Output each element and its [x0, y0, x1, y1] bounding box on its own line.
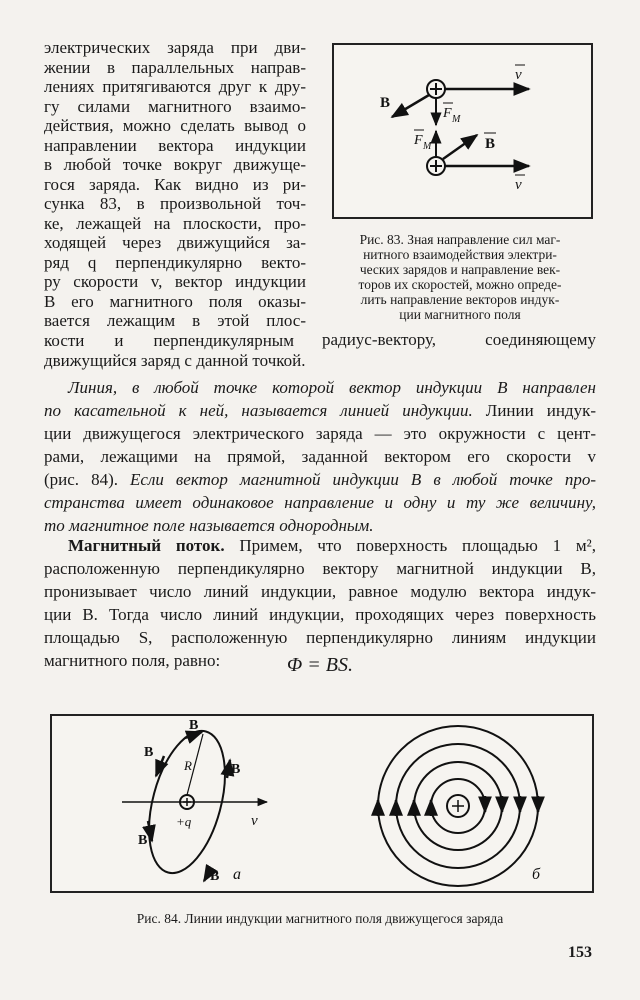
- text-line: магнитного поля, равно:: [44, 651, 221, 670]
- label-B3: B: [231, 762, 241, 777]
- text-line-continuation: радиус-вектору, соединяющему: [322, 330, 596, 349]
- caption-line: лить направление векторов индук-: [360, 292, 560, 307]
- text-line: движущийся заряд с данной точкой.: [44, 351, 306, 370]
- text-line: [44, 401, 596, 421]
- induction-arrow-left: [392, 95, 429, 117]
- text-span: Линии индук-: [472, 401, 596, 420]
- text-line: электрических заряда при дви-: [44, 38, 306, 57]
- text-line: [44, 447, 596, 467]
- text-line: [68, 378, 596, 398]
- text-line: кости и перпендикулярным: [44, 330, 294, 350]
- text-line: [68, 536, 596, 556]
- text-line: действия, можно сделать вывод о: [44, 116, 306, 135]
- label-F-top-sub: M: [452, 114, 461, 125]
- page-number: 153: [568, 944, 592, 961]
- text-span: (рис. 84).: [44, 470, 131, 489]
- italic-span: то магнитное поле называется однородным.: [44, 516, 374, 535]
- text-line: гу силами магнитного взаимо-: [44, 96, 306, 116]
- induction-arrow-right: [443, 135, 477, 159]
- text-line: вается лежащим в этой плос-: [44, 311, 306, 330]
- label-B5: B: [210, 869, 220, 884]
- text-line: пронизывает число линий индукции, равное модулю вектора индук-: [44, 582, 596, 601]
- text-line: [44, 424, 596, 444]
- text-line: ке, лежащей на плоскости, про-: [44, 213, 306, 233]
- label-v-bottom: v: [515, 177, 522, 193]
- figure-83: [332, 43, 593, 219]
- label-b: б: [532, 866, 541, 883]
- text-line: площадью S, расположенную перпендикулярно линиям индукции: [44, 628, 596, 647]
- text-line: направлении вектора индукции: [44, 135, 306, 155]
- italic-span: странства имеет одинаковое направление и одну и ту же величину,: [44, 493, 596, 512]
- caption-line: ческих зарядов и направление век-: [359, 262, 561, 277]
- text-span: рами, лежащими на прямой, заданной вектором его скорости v: [44, 447, 596, 466]
- charge-bottom: [427, 157, 445, 175]
- text-line: жении в параллельных направ-: [44, 57, 306, 77]
- charge-top: [427, 80, 445, 98]
- text-line: [44, 470, 596, 490]
- label-F-bottom-sub: M: [423, 141, 432, 152]
- caption-line: Рис. 83. Зная направление сил маг-: [359, 232, 561, 247]
- label-F-bottom: F: [414, 133, 423, 148]
- figure-84a: [122, 718, 267, 884]
- label-R: R: [184, 758, 192, 773]
- text-line: ру скорости v, вектор индукции: [44, 272, 306, 291]
- label-B4: B: [138, 833, 148, 848]
- text-line: в любой точке вокруг движуще-: [44, 155, 306, 174]
- figure-84-caption: Рис. 84. Линии индукции магнитного поля движущегося заряда: [136, 911, 504, 926]
- caption-line: нитного взаимодействия электри-: [363, 247, 557, 262]
- label-B1: B: [189, 718, 199, 733]
- italic-span: по касательной к ней, называется линией индукции.: [44, 401, 473, 420]
- text-line: гося заряда. Как видно из ри-: [44, 174, 306, 194]
- text-span: Примем, что поверхность площадью 1 м²,: [224, 536, 597, 555]
- figure-83-caption: [330, 232, 590, 322]
- text-line: ходящей через движущийся за-: [44, 233, 306, 252]
- label-a: а: [233, 866, 241, 883]
- text-line: расположенную перпендикулярно вектору магнитной индукции B,: [44, 559, 596, 578]
- label-F-top: F: [443, 106, 452, 121]
- caption-line: ции магнитного поля: [399, 307, 521, 322]
- label-B-right: B: [485, 136, 496, 152]
- flux-heading: Магнитный поток.: [68, 536, 225, 555]
- text-line: лениях притягиваются друг к дру-: [44, 77, 306, 96]
- formula: Φ = BS.: [287, 654, 353, 676]
- figure-84b: [378, 726, 541, 886]
- label-v: v: [251, 813, 258, 829]
- figure-84: [50, 714, 594, 893]
- label-B2: B: [144, 745, 154, 760]
- italic-span: Если вектор магнитной индукции B в любой точке про-: [130, 470, 596, 489]
- text-line: ции B. Тогда число линий индукции, проходящих через поверхность: [44, 605, 596, 624]
- label-q: +q: [176, 814, 192, 829]
- text-line: [44, 493, 596, 513]
- italic-span: Линия, в любой точке которой вектор индукции B направлен: [68, 378, 596, 397]
- label-v-top: v: [515, 67, 522, 83]
- label-B-left: B: [380, 95, 391, 111]
- text-line: [44, 516, 596, 536]
- caption-line: торов их скоростей, можно опреде-: [358, 277, 562, 292]
- text-line: сунка 83, в произвольной точ-: [44, 194, 306, 213]
- text-span: ции движущегося электрического заряда — это окружности с цент-: [44, 424, 596, 443]
- text-line: ряд q перпендикулярно векто-: [44, 252, 306, 272]
- text-line: B его магнитного поля оказы-: [44, 291, 306, 311]
